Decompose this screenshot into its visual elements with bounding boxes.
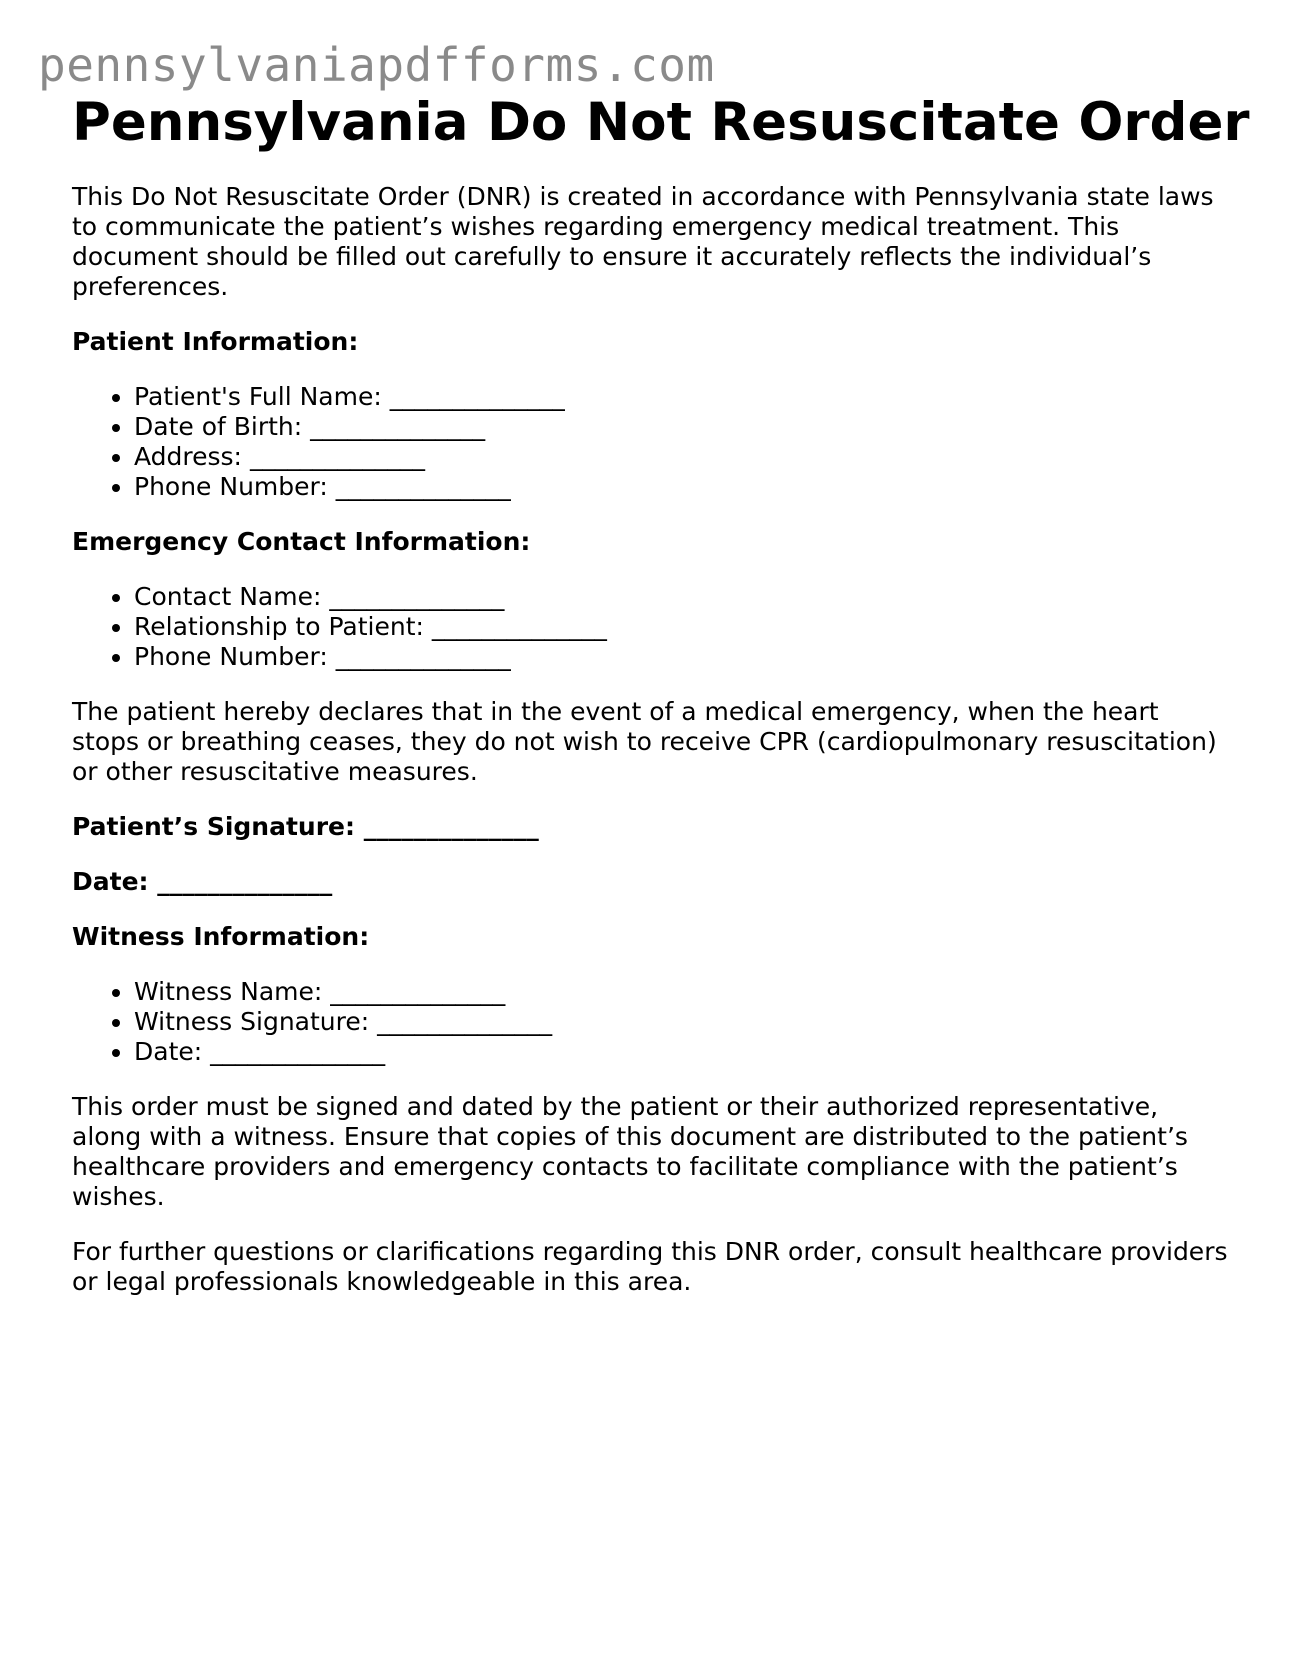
date-blank[interactable]: ______________ bbox=[157, 867, 333, 896]
patient-info-list bbox=[72, 382, 1232, 502]
date-label: Date: bbox=[72, 867, 149, 896]
contact-name-blank[interactable]: ______________ bbox=[329, 582, 505, 611]
field-label: Phone Number: bbox=[134, 472, 328, 501]
intro-paragraph: This Do Not Resuscitate Order (DNR) is created in accordance with Pennsylvania state laws to communicate the patient’s wishes regarding emergency medical treatment. This document should be filled out carefully to ensure it accurately reflects the individual’s preferences. bbox=[72, 182, 1214, 301]
list-item bbox=[134, 472, 1232, 502]
field-label: Phone Number: bbox=[134, 642, 328, 671]
emergency-contact-list bbox=[72, 582, 1232, 672]
page-title: Pennsylvania Do Not Resuscitate Order bbox=[72, 92, 1250, 153]
patient-phone-blank[interactable]: ______________ bbox=[335, 472, 511, 501]
address-blank[interactable]: ______________ bbox=[249, 442, 425, 471]
field-label: Date of Birth: bbox=[134, 412, 303, 441]
list-item bbox=[134, 382, 1232, 412]
patient-signature-blank[interactable]: ______________ bbox=[363, 812, 539, 841]
witness-info-heading: Witness Information: bbox=[72, 922, 370, 951]
list-item bbox=[134, 977, 1232, 1007]
field-label: Witness Name: bbox=[134, 977, 323, 1006]
list-item bbox=[134, 1007, 1232, 1037]
field-label: Relationship to Patient: bbox=[134, 612, 424, 641]
closing-note-paragraph: For further questions or clarifications regarding this DNR order, consult healthcare providers or legal professionals knowledgeable in this area. bbox=[72, 1237, 1228, 1296]
field-label: Address: bbox=[134, 442, 242, 471]
watermark: pennsylvaniapdfforms.com bbox=[38, 38, 715, 92]
document-body bbox=[72, 88, 1250, 1297]
date-of-birth-blank[interactable]: ______________ bbox=[310, 412, 486, 441]
witness-info-list bbox=[72, 977, 1232, 1067]
witness-date-blank[interactable]: ______________ bbox=[210, 1037, 386, 1066]
signing-note-paragraph: This order must be signed and dated by the patient or their authorized representative, along with a witness. Ensure that copies of this document are distributed to the patient’s healthcare providers and emergency contacts to facilitate compliance with the patient’s wishes. bbox=[72, 1092, 1188, 1211]
emergency-contact-heading: Emergency Contact Information: bbox=[72, 527, 531, 556]
list-item bbox=[134, 582, 1232, 612]
field-label: Contact Name: bbox=[134, 582, 322, 611]
contact-phone-blank[interactable]: ______________ bbox=[335, 642, 511, 671]
list-item bbox=[134, 442, 1232, 472]
patient-info-heading: Patient Information: bbox=[72, 327, 359, 356]
patient-signature-label: Patient’s Signature: bbox=[72, 812, 355, 841]
list-item bbox=[134, 612, 1232, 642]
list-item bbox=[134, 642, 1232, 672]
date-line bbox=[72, 867, 1232, 897]
declaration-paragraph: The patient hereby declares that in the event of a medical emergency, when the heart stops or breathing ceases, they do not wish to receive CPR (cardiopulmonary resuscitation) or other resuscitative measures. bbox=[72, 697, 1217, 786]
witness-signature-blank[interactable]: ______________ bbox=[377, 1007, 553, 1036]
witness-name-blank[interactable]: ______________ bbox=[330, 977, 506, 1006]
relationship-blank[interactable]: ______________ bbox=[431, 612, 607, 641]
list-item bbox=[134, 1037, 1232, 1067]
field-label: Date: bbox=[134, 1037, 203, 1066]
field-label: Patient's Full Name: bbox=[134, 382, 382, 411]
list-item bbox=[134, 412, 1232, 442]
patient-name-blank[interactable]: ______________ bbox=[389, 382, 565, 411]
field-label: Witness Signature: bbox=[134, 1007, 370, 1036]
patient-signature-line bbox=[72, 812, 1232, 842]
